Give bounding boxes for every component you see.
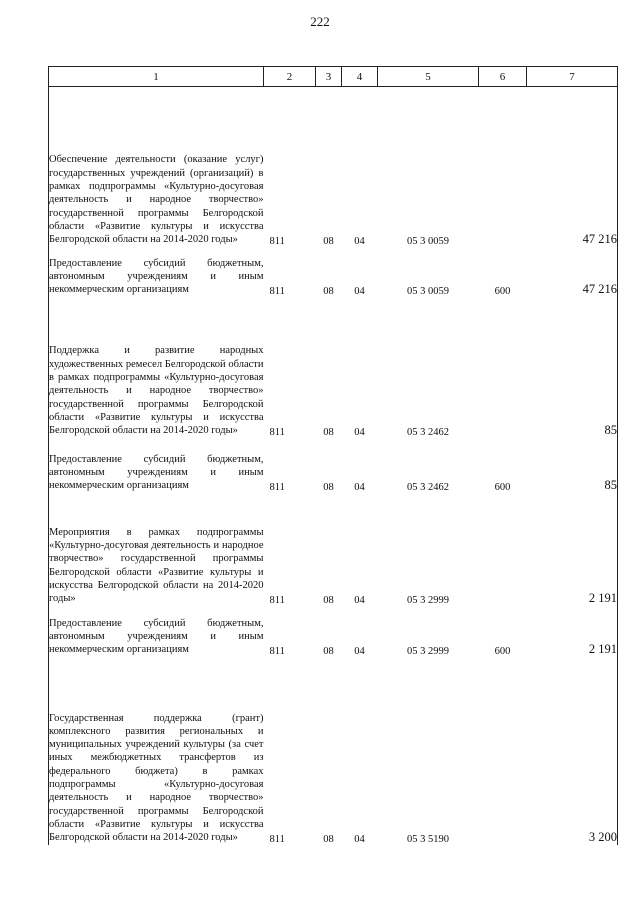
table-row <box>49 657 618 845</box>
column-header: 3 <box>316 67 342 87</box>
table-row <box>49 493 618 606</box>
row-pr-code: 04 <box>354 426 365 438</box>
row-csr-code: 05 3 2462 <box>407 481 449 493</box>
page-number: 222 <box>310 14 330 29</box>
row-rz-code: 08 <box>323 481 334 493</box>
row-gr-code: 811 <box>269 645 285 657</box>
row-csr-code: 05 3 2999 <box>407 645 449 657</box>
row-gr-code: 811 <box>269 285 285 297</box>
row-amount: 2 191 <box>527 493 618 606</box>
budget-table <box>48 66 618 845</box>
row-description: Поддержка и развитие народных художественных ремесел Белгородской области в рамках подпрограммы «Культурно-досуговая деятельность и народное творчество» государственной программы Белгородской области «Развитие культуры и искусства Белгородской области на 2014-2020 годы» <box>49 297 264 438</box>
row-amount: 85 <box>527 297 618 438</box>
row-gr-code: 811 <box>269 235 285 247</box>
row-amount: 3 200 <box>527 657 618 845</box>
row-description: Предоставление субсидий бюджетным, автономным учреждениям и иным некоммерческим организациям <box>49 247 264 297</box>
column-header: 2 <box>264 67 316 87</box>
row-csr-code: 05 3 0059 <box>407 285 449 297</box>
column-header: 7 <box>527 67 618 87</box>
row-description: Государственная поддержка (грант) комплексного развития региональных и муниципальных учреждений культуры (за счет иных межбюджетных трансфертов из федерального бюджета) в рамках подпрограммы «Культурно-досуговая деятельность и народное творчество» государственной программы Белгородской области «Развитие культуры и искусства Белгородской области на 2014-2020 годы» <box>49 657 264 845</box>
row-rz-code: 08 <box>323 833 334 845</box>
row-csr-code: 05 3 5190 <box>407 833 449 845</box>
row-vr-code: 600 <box>494 645 511 657</box>
table-row <box>49 297 618 438</box>
row-description: Мероприятия в рамках подпрограммы «Культурно-досуговая деятельность и народное творчество» государственной программы Белгородской области «Развитие культуры и искусства Белгородской области на 2014-2020 годы» <box>49 493 264 606</box>
row-description: Обеспечение деятельности (оказание услуг) государственных учреждений (организаций) в рамках подпрограммы «Культурно-досуговая деятельность и народное творчество» государственной программы Белгородской области «Развитие культуры и искусства Белгородской области на 2014-2020 годы» <box>49 87 264 247</box>
row-rz-code: 08 <box>323 645 334 657</box>
row-vr-code <box>479 657 527 845</box>
row-description: Предоставление субсидий бюджетным, автономным учреждениям и иным некоммерческим организациям <box>49 438 264 493</box>
row-vr-code <box>479 297 527 438</box>
row-pr-code: 04 <box>354 285 365 297</box>
table-row <box>49 87 618 247</box>
row-amount: 85 <box>527 438 618 493</box>
row-amount: 47 216 <box>527 87 618 247</box>
row-pr-code: 04 <box>354 481 365 493</box>
row-amount: 47 216 <box>527 247 618 297</box>
row-amount: 2 191 <box>527 606 618 657</box>
column-header: 1 <box>49 67 264 87</box>
table-header-row <box>49 67 618 87</box>
row-vr-code: 600 <box>494 481 511 493</box>
row-gr-code: 811 <box>269 833 285 845</box>
row-description: Предоставление субсидий бюджетным, автономным учреждениям и иным некоммерческим организациям <box>49 606 264 657</box>
row-rz-code: 08 <box>323 235 334 247</box>
row-pr-code: 04 <box>354 235 365 247</box>
row-gr-code: 811 <box>269 594 285 606</box>
column-header: 5 <box>378 67 479 87</box>
row-vr-code: 600 <box>494 285 511 297</box>
row-rz-code: 08 <box>323 426 334 438</box>
table-row <box>49 606 618 657</box>
table-row <box>49 438 618 493</box>
row-pr-code: 04 <box>354 645 365 657</box>
column-header: 6 <box>479 67 527 87</box>
row-csr-code: 05 3 2999 <box>407 594 449 606</box>
row-pr-code: 04 <box>354 833 365 845</box>
table-row <box>49 247 618 297</box>
row-gr-code: 811 <box>269 481 285 493</box>
column-header: 4 <box>342 67 378 87</box>
row-gr-code: 811 <box>269 426 285 438</box>
row-csr-code: 05 3 2462 <box>407 426 449 438</box>
row-rz-code: 08 <box>323 285 334 297</box>
row-pr-code: 04 <box>354 594 365 606</box>
row-vr-code <box>479 493 527 606</box>
row-vr-code <box>479 87 527 247</box>
row-csr-code: 05 3 0059 <box>407 235 449 247</box>
row-rz-code: 08 <box>323 594 334 606</box>
